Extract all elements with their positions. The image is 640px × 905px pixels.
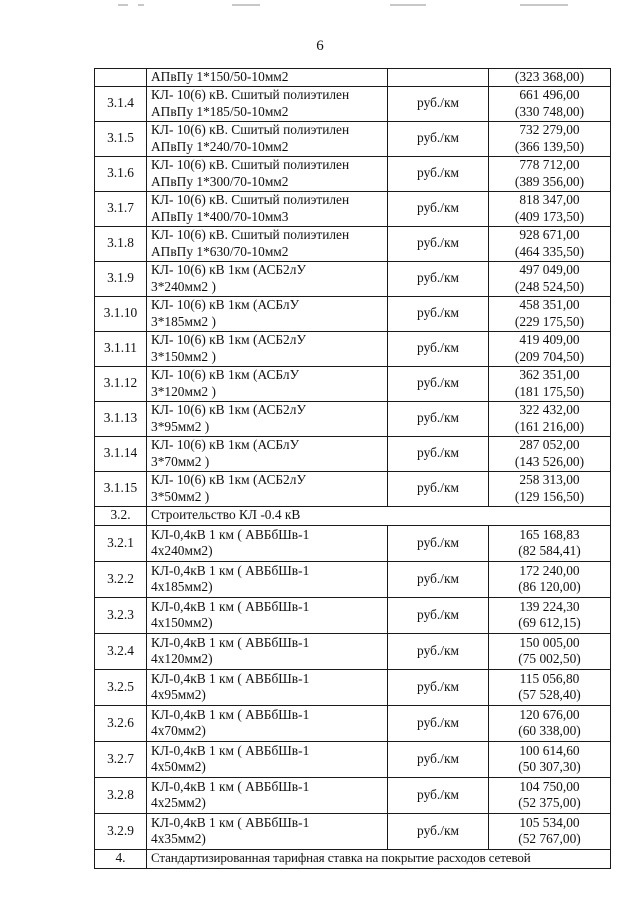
item-unit: руб./км: [388, 401, 489, 436]
description-line-2: АПвПу 1*400/70-10мм3: [151, 208, 289, 224]
item-unit: руб./км: [388, 669, 489, 705]
description-line-2: 3*120мм2 ): [151, 383, 216, 399]
item-price: [489, 561, 611, 597]
table-row: [95, 561, 611, 597]
description-line-2: АПвПу 1*185/50-10мм2: [151, 103, 289, 119]
item-unit: руб./км: [388, 86, 489, 121]
item-unit: руб./км: [388, 813, 489, 849]
description-line-2: 4х150мм2): [151, 615, 213, 630]
price-with-vat-value: (229 175,50): [514, 313, 585, 329]
item-code: 3.2.1: [95, 525, 147, 561]
price-value: 139 224,30: [519, 598, 580, 614]
price-with-vat-value: (464 335,50): [514, 243, 585, 259]
table-row: [95, 633, 611, 669]
price-value: 322 432,00: [519, 402, 580, 417]
price-value: 661 496,00: [519, 87, 580, 102]
table-row: [95, 705, 611, 741]
item-code: 3.2.7: [95, 741, 147, 777]
description-line-2: 4х70мм2): [151, 723, 206, 738]
item-unit: руб./км: [388, 561, 489, 597]
table-row: [95, 741, 611, 777]
price-value: 120 676,00: [519, 706, 580, 722]
description-line-2: 3*150мм2 ): [151, 348, 216, 364]
price-value: 362 351,00: [519, 367, 580, 382]
price-with-vat-value: (161 216,00): [514, 418, 585, 434]
table-row: [95, 121, 611, 156]
description-line-2: 4х95мм2): [151, 687, 206, 702]
table-row: [95, 366, 611, 401]
item-price: [489, 191, 611, 226]
price-with-vat-value: (129 156,50): [514, 488, 585, 504]
item-code: 3.1.15: [95, 471, 147, 506]
description-line-2: 4х185мм2): [151, 579, 213, 594]
item-description: [147, 777, 388, 813]
item-unit: руб./км: [388, 191, 489, 226]
description-line-2: 4х25мм2): [151, 795, 206, 810]
description-line-2: АПвПу 1*300/70-10мм2: [151, 173, 289, 189]
item-price: [489, 296, 611, 331]
description-line-1: КЛ- 10(6) кВ. Сшитый полиэтилен: [151, 87, 350, 102]
table-row: [95, 777, 611, 813]
description-line-2: 4х120мм2): [151, 651, 213, 666]
description-line-2: 4х240мм2): [151, 543, 213, 558]
item-description: [147, 191, 388, 226]
item-price: [489, 86, 611, 121]
item-unit: руб./км: [388, 436, 489, 471]
code-cell: [95, 69, 147, 87]
price-value: 287 052,00: [519, 437, 580, 452]
price-value: 172 240,00: [519, 562, 580, 578]
section-title: Стандартизированная тарифная ставка на покрытие расходов сетевой: [147, 849, 611, 868]
price-with-vat-value: (60 338,00): [518, 723, 581, 738]
item-description: [147, 669, 388, 705]
table-row: [95, 436, 611, 471]
item-code: 3.2.4: [95, 633, 147, 669]
price-cell: (323 368,00): [489, 69, 611, 87]
item-unit: руб./км: [388, 331, 489, 366]
item-price: [489, 597, 611, 633]
item-description: [147, 705, 388, 741]
description-line-2: 3*70мм2 ): [151, 453, 210, 469]
price-value: 928 671,00: [519, 227, 580, 242]
description-line-1: КЛ-0,4кВ 1 км ( АВБбШв-1: [151, 562, 310, 578]
item-code: 3.1.5: [95, 121, 147, 156]
description-line-1: КЛ-0,4кВ 1 км ( АВБбШв-1: [151, 742, 310, 758]
price-with-vat-value: (82 584,41): [518, 543, 581, 558]
price-value: 458 351,00: [519, 297, 580, 312]
price-with-vat-value: (409 173,50): [514, 208, 585, 224]
item-code: 3.1.4: [95, 86, 147, 121]
description-line-1: КЛ-0,4кВ 1 км ( АВБбШв-1: [151, 706, 310, 722]
item-unit: руб./км: [388, 777, 489, 813]
price-with-vat-value: (389 356,00): [514, 173, 585, 189]
description-line-2: АПвПу 1*630/70-10мм2: [151, 243, 289, 259]
table-row: [95, 331, 611, 366]
description-line-2: 3*185мм2 ): [151, 313, 216, 329]
price-value: 732 279,00: [519, 122, 580, 137]
item-price: [489, 669, 611, 705]
item-code: 3.1.11: [95, 331, 147, 366]
description-line-1: КЛ- 10(6) кВ 1км (АСБ2лУ: [151, 262, 306, 277]
description-line-1: КЛ-0,4кВ 1 км ( АВБбШв-1: [151, 814, 310, 830]
item-unit: руб./км: [388, 296, 489, 331]
table-row: [95, 191, 611, 226]
item-code: 3.2.6: [95, 705, 147, 741]
price-value: 258 313,00: [519, 472, 580, 487]
item-unit: руб./км: [388, 597, 489, 633]
description-line-1: КЛ- 10(6) кВ. Сшитый полиэтилен: [151, 122, 350, 137]
section-code: 4.: [95, 849, 147, 868]
item-code: 3.1.13: [95, 401, 147, 436]
item-unit: руб./км: [388, 121, 489, 156]
item-unit: руб./км: [388, 156, 489, 191]
item-price: [489, 633, 611, 669]
item-description: [147, 86, 388, 121]
description-line-1: КЛ- 10(6) кВ. Сшитый полиэтилен: [151, 227, 350, 242]
price-value: 100 614,60: [519, 742, 580, 758]
item-code: 3.1.14: [95, 436, 147, 471]
table-row: [95, 226, 611, 261]
item-price: [489, 436, 611, 471]
price-with-vat-value: (248 524,50): [514, 278, 585, 294]
price-value: 497 049,00: [519, 262, 580, 277]
section-title: Строительство КЛ -0.4 кВ: [147, 506, 611, 525]
item-description: [147, 401, 388, 436]
table-row: [95, 471, 611, 506]
item-code: 3.2.8: [95, 777, 147, 813]
item-code: 3.1.9: [95, 261, 147, 296]
item-price: [489, 366, 611, 401]
item-code: 3.2.9: [95, 813, 147, 849]
scan-artifact: [232, 4, 260, 6]
description-line-1: КЛ- 10(6) кВ. Сшитый полиэтилен: [151, 192, 350, 207]
item-description: [147, 471, 388, 506]
item-code: 3.1.10: [95, 296, 147, 331]
description-line-2: 3*50мм2 ): [151, 488, 210, 504]
price-value: 150 005,00: [519, 634, 580, 650]
item-price: [489, 261, 611, 296]
table-row-continuation: [95, 69, 611, 87]
item-description: [147, 813, 388, 849]
item-price: [489, 813, 611, 849]
price-with-vat-value: (366 139,50): [514, 138, 585, 154]
description-line-1: КЛ- 10(6) кВ 1км (АСБ2лУ: [151, 472, 306, 487]
price-with-vat-value: (209 704,50): [514, 348, 585, 364]
item-price: [489, 741, 611, 777]
item-description: [147, 597, 388, 633]
item-code: 3.1.8: [95, 226, 147, 261]
tariff-table: [94, 68, 611, 869]
description-line-1: КЛ-0,4кВ 1 км ( АВБбШв-1: [151, 634, 310, 650]
item-price: [489, 121, 611, 156]
item-code: 3.1.6: [95, 156, 147, 191]
description-line-1: КЛ-0,4кВ 1 км ( АВБбШв-1: [151, 778, 310, 794]
description-line-2: 3*95мм2 ): [151, 418, 210, 434]
price-value: 104 750,00: [519, 778, 580, 794]
table-row: [95, 401, 611, 436]
description-line-1: КЛ-0,4кВ 1 км ( АВБбШв-1: [151, 670, 310, 686]
description-line-2: 3*240мм2 ): [151, 278, 216, 294]
description-line-1: КЛ- 10(6) кВ 1км (АСБлУ: [151, 367, 300, 382]
description-line-1: КЛ- 10(6) кВ 1км (АСБлУ: [151, 297, 300, 312]
table-row: [95, 86, 611, 121]
description-line-1: КЛ-0,4кВ 1 км ( АВБбШв-1: [151, 598, 310, 614]
item-description: [147, 436, 388, 471]
price-with-vat-value: (143 526,00): [514, 453, 585, 469]
description-line-1: КЛ- 10(6) кВ 1км (АСБлУ: [151, 437, 300, 452]
description-line-1: КЛ- 10(6) кВ. Сшитый полиэтилен: [151, 157, 350, 172]
scan-artifact: [520, 4, 568, 6]
item-description: [147, 296, 388, 331]
item-description: [147, 156, 388, 191]
price-with-vat-value: (52 375,00): [518, 795, 581, 810]
unit-cell: [388, 69, 489, 87]
item-description: [147, 633, 388, 669]
item-unit: руб./км: [388, 705, 489, 741]
price-value: 165 168,83: [519, 526, 580, 542]
scan-artifact: [138, 4, 144, 6]
section-code: 3.2.: [95, 506, 147, 525]
table-row: [95, 261, 611, 296]
scan-artifact: [390, 4, 426, 6]
item-unit: руб./км: [388, 261, 489, 296]
item-price: [489, 471, 611, 506]
section-row: [95, 506, 611, 525]
price-with-vat-value: (86 120,00): [518, 579, 581, 594]
item-code: 3.2.2: [95, 561, 147, 597]
item-unit: руб./км: [388, 525, 489, 561]
description-line-2: 4х35мм2): [151, 831, 206, 846]
price-with-vat-value: (52 767,00): [518, 831, 581, 846]
item-code: 3.1.12: [95, 366, 147, 401]
table-row: [95, 296, 611, 331]
item-unit: руб./км: [388, 366, 489, 401]
price-with-vat-value: (181 175,50): [514, 383, 585, 399]
section-row: [95, 849, 611, 868]
description-line-1: КЛ- 10(6) кВ 1км (АСБ2лУ: [151, 402, 306, 417]
item-unit: руб./км: [388, 471, 489, 506]
item-unit: руб./км: [388, 226, 489, 261]
item-description: [147, 121, 388, 156]
item-price: [489, 331, 611, 366]
description-line-1: КЛ-0,4кВ 1 км ( АВБбШв-1: [151, 526, 310, 542]
price-with-vat-value: (50 307,30): [518, 759, 581, 774]
item-code: 3.1.7: [95, 191, 147, 226]
item-price: [489, 226, 611, 261]
price-with-vat-value: (69 612,15): [518, 615, 581, 630]
description-line-1: КЛ- 10(6) кВ 1км (АСБ2лУ: [151, 332, 306, 347]
page-number: 6: [316, 38, 324, 54]
price-with-vat-value: (57 528,40): [518, 687, 581, 702]
item-price: [489, 777, 611, 813]
item-description: [147, 331, 388, 366]
table-row: [95, 813, 611, 849]
table-row: [95, 597, 611, 633]
item-description: [147, 561, 388, 597]
description-cell: АПвПу 1*150/50-10мм2: [147, 69, 388, 87]
table-row: [95, 669, 611, 705]
item-description: [147, 261, 388, 296]
price-value: 778 712,00: [519, 157, 580, 172]
price-value: 419 409,00: [519, 332, 580, 347]
price-value: 105 534,00: [519, 814, 580, 830]
item-code: 3.2.3: [95, 597, 147, 633]
table-row: [95, 525, 611, 561]
item-description: [147, 366, 388, 401]
scan-artifact: [118, 4, 128, 6]
item-unit: руб./км: [388, 633, 489, 669]
item-unit: руб./км: [388, 741, 489, 777]
price-with-vat-value: (330 748,00): [514, 103, 585, 119]
price-with-vat-value: (75 002,50): [518, 651, 581, 666]
description-line-2: АПвПу 1*240/70-10мм2: [151, 138, 289, 154]
description-line-2: 4х50мм2): [151, 759, 206, 774]
item-price: [489, 705, 611, 741]
item-price: [489, 401, 611, 436]
price-value: 115 056,80: [519, 670, 580, 686]
price-value: 818 347,00: [519, 192, 580, 207]
item-price: [489, 525, 611, 561]
item-description: [147, 741, 388, 777]
item-code: 3.2.5: [95, 669, 147, 705]
item-description: [147, 525, 388, 561]
item-description: [147, 226, 388, 261]
item-price: [489, 156, 611, 191]
table-row: [95, 156, 611, 191]
